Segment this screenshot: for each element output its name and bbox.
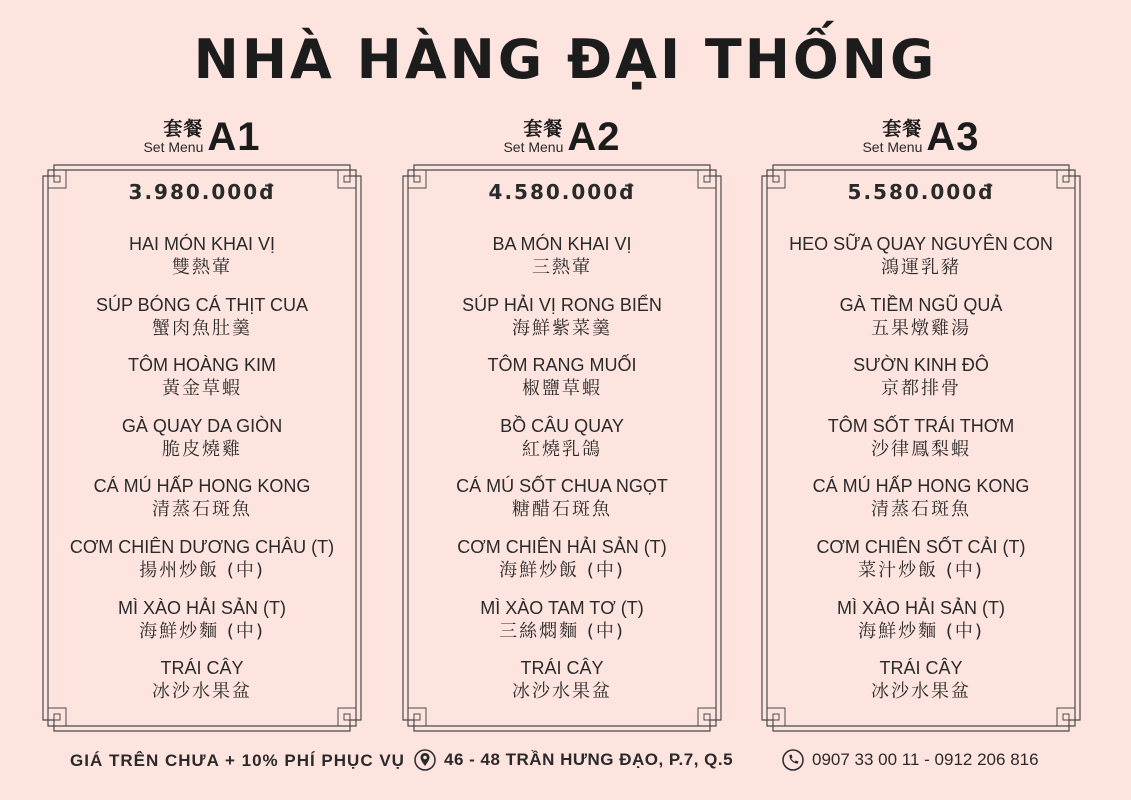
item-name-cn: 椒鹽草蝦 — [522, 378, 602, 400]
set-menu-cn: 套餐 — [163, 118, 204, 140]
item-name-vi: TRÁI CÂY — [879, 658, 963, 679]
menu-item — [761, 474, 1081, 535]
menu-frame — [402, 164, 722, 732]
address — [414, 748, 733, 772]
item-name-vi: SÚP HẢI VỊ RONG BIỂN — [462, 294, 662, 315]
menu-card-a3 — [761, 112, 1081, 703]
address-text: 46 - 48 TRẦN HƯNG ĐẠO, P.7, Q.5 — [444, 750, 734, 769]
set-menu-cn: 套餐 — [523, 118, 564, 140]
item-name-cn: 清蒸石斑魚 — [152, 499, 252, 521]
item-name-cn: 海鮮紫菜羹 — [512, 317, 612, 339]
item-name-vi: BỒ CÂU QUAY — [500, 415, 624, 436]
item-name-vi: CÁ MÚ HẤP HONG KONG — [93, 476, 311, 497]
item-name-vi: CƠM CHIÊN SỐT CẢI (T) — [816, 536, 1026, 557]
item-name-cn: 京都排骨 — [881, 378, 961, 400]
phone-text: 0907 33 00 11 - 0912 206 816 — [812, 750, 1039, 769]
set-menu-en: Set Menu — [503, 139, 564, 155]
menu-item — [761, 414, 1081, 475]
menu-header — [761, 112, 1081, 162]
menu-item — [42, 656, 362, 717]
menu-header — [402, 112, 722, 162]
item-name-vi: TÔM RANG MUỐI — [487, 355, 637, 376]
item-name-vi: CÁ MÚ SỐT CHUA NGỌT — [456, 476, 668, 497]
footer — [0, 748, 1131, 774]
item-name-vi: TÔM SỐT TRÁI THƠM — [827, 415, 1015, 436]
item-name-cn: 冰沙水果盆 — [871, 681, 971, 703]
item-name-cn: 雙熱葷 — [172, 257, 232, 278]
menu-items — [761, 232, 1081, 717]
item-name-cn: 海鮮炒麵 (中) — [858, 620, 984, 642]
page-title: NHÀ HÀNG ĐẠI THỐNG — [193, 28, 938, 91]
item-name-cn: 沙律鳳梨蝦 — [871, 438, 971, 460]
menu-code: A3 — [926, 114, 980, 159]
item-name-vi: CƠM CHIÊN HẢI SẢN (T) — [457, 536, 667, 557]
phone-icon — [782, 748, 804, 772]
menu-item — [402, 596, 722, 657]
menu-code: A1 — [207, 114, 261, 159]
item-name-vi: MÌ XÀO TAM TƠ (T) — [480, 597, 644, 618]
menu-item — [761, 596, 1081, 657]
menu-item — [761, 656, 1081, 717]
item-name-vi: GÀ TIỀM NGŨ QUẢ — [839, 294, 1003, 315]
menu-item — [42, 474, 362, 535]
menu-label — [862, 119, 922, 155]
item-name-vi: BA MÓN KHAI VỊ — [492, 234, 632, 254]
menu-item — [402, 353, 722, 414]
set-menu-cn: 套餐 — [882, 118, 923, 140]
menu-item — [402, 232, 722, 293]
menu-label — [503, 119, 563, 155]
item-name-vi: HEO SỮA QUAY NGUYÊN CON — [789, 234, 1053, 254]
menu-label — [143, 119, 203, 155]
item-name-cn: 糖醋石斑魚 — [512, 499, 612, 521]
menu-card-a2 — [402, 112, 722, 703]
service-charge-note: GIÁ TRÊN CHƯA + 10% PHÍ PHỤC VỤ — [70, 751, 405, 770]
item-name-vi: SÚP BÓNG CÁ THỊT CUA — [95, 294, 309, 315]
menu-item — [42, 596, 362, 657]
item-name-vi: TÔM HOÀNG KIM — [128, 355, 276, 376]
menu-item — [42, 414, 362, 475]
set-menu-en: Set Menu — [143, 139, 204, 155]
item-name-vi: CƠM CHIÊN DƯƠNG CHÂU (T) — [69, 536, 335, 557]
menu-header — [42, 112, 362, 162]
menu-item — [761, 535, 1081, 596]
item-name-cn: 鴻運乳豬 — [881, 257, 961, 278]
menu-price: 3.980.000đ — [128, 180, 276, 204]
menu-item — [402, 535, 722, 596]
menu-items — [42, 232, 362, 717]
menu-item — [761, 293, 1081, 354]
item-name-vi: SƯỜN KINH ĐÔ — [853, 355, 989, 376]
location-pin-icon — [414, 748, 436, 772]
menu-item — [42, 293, 362, 354]
item-name-cn: 三絲燜麵 (中) — [499, 620, 625, 642]
set-menu-en: Set Menu — [862, 139, 923, 155]
item-name-cn: 冰沙水果盆 — [512, 681, 612, 703]
item-name-cn: 菜汁炒飯 (中) — [858, 559, 984, 581]
item-name-vi: GÀ QUAY DA GIÒN — [121, 415, 283, 436]
menu-price: 5.580.000đ — [847, 180, 995, 204]
item-name-vi: HAI MÓN KHAI VỊ — [128, 234, 276, 254]
menu-frame — [761, 164, 1081, 732]
phone — [782, 748, 1039, 772]
menu-item — [402, 656, 722, 717]
menu-code: A2 — [567, 114, 621, 159]
menu-card-a1 — [42, 112, 362, 703]
item-name-cn: 五果燉雞湯 — [871, 317, 971, 339]
item-name-cn: 黃金草蝦 — [162, 378, 242, 400]
item-name-cn: 蟹肉魚肚羹 — [152, 317, 252, 339]
menu-item — [402, 293, 722, 354]
menu-items — [402, 232, 722, 717]
menu-item — [402, 414, 722, 475]
menu-frame — [42, 164, 362, 732]
item-name-vi: CÁ MÚ HẤP HONG KONG — [812, 476, 1030, 497]
item-name-cn: 揚州炒飯 (中) — [139, 559, 265, 581]
item-name-cn: 紅燒乳鴿 — [522, 438, 602, 460]
item-name-cn: 冰沙水果盆 — [152, 681, 252, 703]
item-name-cn: 脆皮燒雞 — [162, 438, 242, 460]
menu-item — [761, 232, 1081, 293]
menu-item — [42, 353, 362, 414]
item-name-cn: 清蒸石斑魚 — [871, 499, 971, 521]
item-name-cn: 海鮮炒飯 (中) — [499, 559, 625, 581]
item-name-vi: TRÁI CÂY — [160, 658, 244, 679]
item-name-vi: MÌ XÀO HẢI SẢN (T) — [836, 597, 1005, 618]
menu-item — [402, 474, 722, 535]
menu-item — [42, 535, 362, 596]
menu-item — [42, 232, 362, 293]
item-name-cn: 海鮮炒麵 (中) — [139, 620, 265, 642]
item-name-cn: 三熱葷 — [532, 257, 592, 278]
menu-price: 4.580.000đ — [488, 180, 636, 204]
item-name-vi: TRÁI CÂY — [520, 658, 604, 679]
item-name-vi: MÌ XÀO HẢI SẢN (T) — [117, 597, 286, 618]
menu-item — [761, 353, 1081, 414]
